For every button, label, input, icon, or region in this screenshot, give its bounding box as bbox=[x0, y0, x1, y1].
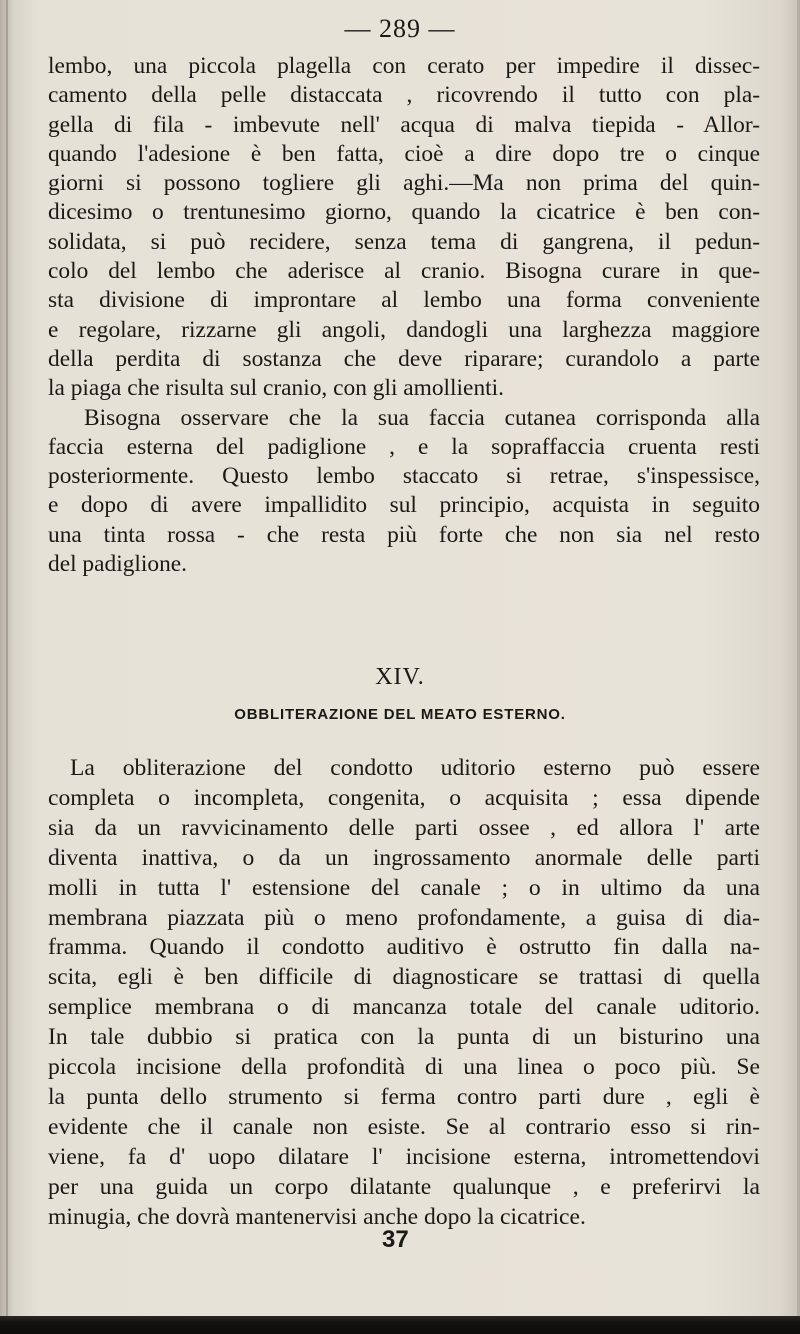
text-line: La obliterazione del condotto uditorio esterno può essere bbox=[70, 755, 760, 781]
text-line: lembo, una piccola plagella con cerato per impedire il dissec- bbox=[48, 53, 760, 79]
text-line: e dopo di avere impallidito sul principio, acquista in seguito bbox=[48, 492, 760, 519]
text-line: faccia esterna del padiglione , e la sopraffaccia cruenta resti bbox=[48, 433, 760, 460]
text-line: colo del lembo che aderisce al cranio. Bisogna curare in que- bbox=[48, 258, 760, 285]
text-line: per una guida un corpo dilatante qualunque , e preferirvi la bbox=[48, 1173, 760, 1200]
paragraph-3 bbox=[48, 754, 760, 784]
text-line: viene, fa d' uopo dilatare l' incisione esterna, intromettendovi bbox=[48, 1143, 760, 1170]
text-line: quando l'adesione è ben fatta, cioè a dire dopo tre o cinque bbox=[48, 140, 760, 167]
upper-text-block bbox=[48, 52, 760, 579]
text-line: semplice membrana o di mancanza totale del canale uditorio. bbox=[48, 994, 760, 1021]
text-line: la punta dello strumento si ferma contro parti dure , egli è bbox=[48, 1083, 760, 1110]
text-line: sta divisione di improntare al lembo una forma conveniente bbox=[48, 287, 760, 314]
text-line: dicesimo o trentunesimo giorno, quando la cicatrice è ben con- bbox=[48, 199, 760, 226]
text-line: del padiglione. bbox=[48, 551, 188, 578]
text-line: evidente che il canale non esiste. Se al contrario esso si rin- bbox=[48, 1113, 760, 1140]
text-line: Bisogna osservare che la sua faccia cutanea corrisponda alla bbox=[84, 404, 760, 431]
section-number: XIV. bbox=[375, 664, 425, 690]
paragraph-3-continued bbox=[48, 784, 760, 1233]
paragraph-2 bbox=[48, 404, 760, 433]
page-number: — 289 — bbox=[344, 14, 456, 43]
text-line: gella di fila - imbevute nell' acqua di malva tiepida - Allor- bbox=[48, 111, 760, 138]
section-title: OBBLITERAZIONE DEL MEATO ESTERNO. bbox=[234, 706, 566, 723]
text-line: molli in tutta l' estensione del canale ; o in ultimo da una bbox=[48, 874, 760, 901]
paragraph-2-continued bbox=[48, 433, 760, 579]
text-line: sia da un ravvicinamento delle parti ossee , ed allora l' arte bbox=[48, 814, 760, 841]
text-line: solidata, si può recidere, senza tema di gangrena, il pedun- bbox=[48, 228, 760, 255]
text-line: In tale dubbio si pratica con la punta di un bisturino una bbox=[48, 1024, 760, 1051]
text-line: una tinta rossa - che resta più forte che non sia nel resto bbox=[48, 521, 760, 548]
text-line: camento della pelle distaccata , ricovrendo il tutto con pla- bbox=[48, 82, 760, 109]
signature-mark: 37 bbox=[382, 1226, 409, 1253]
page-bottom-edge bbox=[0, 1316, 800, 1334]
text-line: completa o incompleta, congenita, o acquisita ; essa dipende bbox=[48, 784, 760, 811]
text-line: membrana piazzata più o meno profondamente, a guisa di dia- bbox=[48, 904, 760, 931]
text-line: della perdita di sostanza che deve riparare; curandolo a parte bbox=[48, 345, 760, 372]
paragraph-1 bbox=[48, 52, 760, 404]
text-line: la piaga che risulta sul cranio, con gli amollienti. bbox=[48, 375, 504, 402]
text-line: piccola incisione della profondità di una linea o poco più. Se bbox=[48, 1054, 760, 1081]
text-line: diventa inattiva, o da un ingrossamento anormale delle parti bbox=[48, 844, 760, 871]
text-line: scita, egli è ben difficile di diagnosticare se trattasi di quella bbox=[48, 964, 760, 991]
lower-text-block bbox=[48, 754, 760, 1233]
text-line: minugia, che dovrà mantenervisi anche dopo la cicatrice. bbox=[48, 1203, 586, 1230]
text-line: framma. Quando il condotto auditivo è ostrutto fin dalla na- bbox=[48, 934, 760, 961]
text-line: posteriormente. Questo lembo staccato si retrae, s'inspessisce, bbox=[48, 463, 760, 490]
text-line: e regolare, rizzarne gli angoli, dandogli una larghezza maggiore bbox=[48, 316, 760, 343]
text-line: giorni si possono togliere gli aghi.—Ma non prima del quin- bbox=[48, 170, 760, 197]
